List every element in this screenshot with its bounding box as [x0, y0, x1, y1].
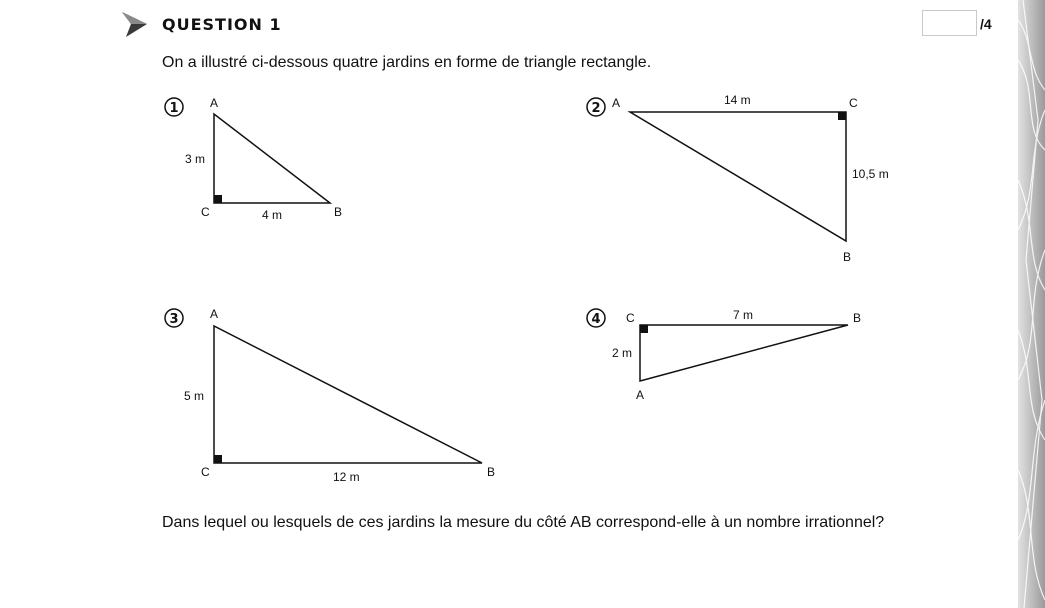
- fig1-vertex-b: B: [334, 205, 343, 219]
- fig4-vertex-c: C: [626, 311, 635, 325]
- fig2-side-horizontal: 14 m: [724, 93, 751, 107]
- figure-4-triangle: [640, 325, 848, 381]
- figure-2-triangle: [630, 112, 846, 241]
- figure-4-number: 4: [591, 312, 601, 327]
- right-angle-marker-1: [214, 195, 222, 203]
- fig3-side-vertical: 5 m: [184, 389, 205, 403]
- fig2-vertex-a: A: [612, 96, 621, 110]
- fig3-vertex-a: A: [210, 307, 219, 321]
- fig1-vertex-c: C: [201, 205, 210, 219]
- fig2-vertex-b: B: [843, 250, 852, 264]
- fig3-side-horizontal: 12 m: [333, 470, 360, 484]
- fig1-side-horizontal: 4 m: [262, 208, 283, 222]
- figure-3-number: 3: [169, 312, 179, 327]
- right-angle-marker-3: [214, 455, 222, 463]
- figure-1-triangle: [214, 114, 330, 203]
- decorative-edge-pattern: [1018, 0, 1045, 608]
- figure-3-triangle: [214, 326, 482, 463]
- question-text: Dans lequel ou lesquels de ces jardins la mesure du côté AB correspond-elle à un nombre irrationnel?: [162, 514, 885, 531]
- fig1-side-vertical: 3 m: [185, 152, 206, 166]
- fig3-vertex-c: C: [201, 465, 210, 479]
- figure-1-number: 1: [169, 101, 179, 116]
- right-angle-marker-2: [838, 112, 846, 120]
- fig1-vertex-a: A: [210, 96, 219, 110]
- fig4-side-horizontal: 7 m: [733, 308, 754, 322]
- fig2-vertex-c: C: [849, 96, 858, 110]
- fig4-vertex-a: A: [636, 388, 645, 402]
- right-angle-marker-4: [640, 325, 648, 333]
- intro-text: On a illustré ci-dessous quatre jardins en forme de triangle rectangle.: [162, 54, 652, 71]
- score-total: /4: [980, 16, 992, 32]
- fig3-vertex-b: B: [487, 465, 496, 479]
- question-title: QUESTION 1: [162, 15, 282, 34]
- figure-2-number: 2: [591, 101, 601, 116]
- fig4-vertex-b: B: [853, 311, 862, 325]
- fig4-side-vertical: 2 m: [612, 346, 633, 360]
- fig2-side-vertical: 10,5 m: [852, 167, 889, 181]
